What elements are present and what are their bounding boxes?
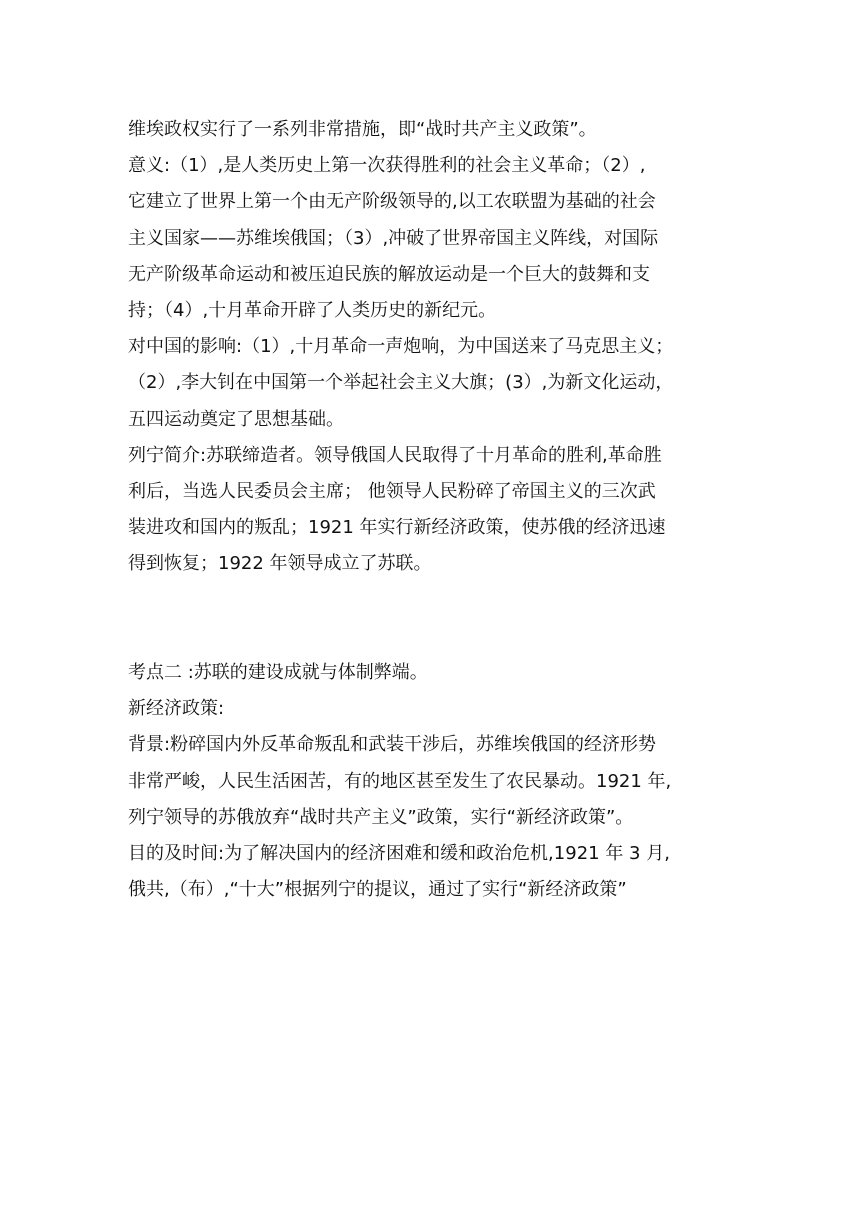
paragraph-war-communism xyxy=(128,112,732,148)
text-line: 装进攻和国内的叛乱；1921 年实行新经济政策，使苏俄的经济迅速 xyxy=(128,517,666,539)
paragraph-lenin-intro xyxy=(128,438,732,583)
text-line: 五四运动奠定了思想基础。 xyxy=(128,408,344,430)
paragraph-background xyxy=(128,727,732,836)
text-line: 目的及时间:为了解决国内的经济困难和缓和政治危机,1921 年 3 月, xyxy=(128,843,670,865)
text-line: 非常严峻，人民生活困苦，有的地区甚至发生了农民暴动。1921 年, xyxy=(128,770,672,792)
text-line: 它建立了世界上第一个由无产阶级领导的,以工农联盟为基础的社会 xyxy=(128,191,656,213)
text-line: 主义国家——苏维埃俄国；（3）,冲破了世界帝国主义阵线，对国际 xyxy=(128,227,659,249)
text-line: （2）,李大钊在中国第一个举起社会主义大旗；(3）,为新文化运动， xyxy=(128,372,674,394)
paragraph-purpose-and-time xyxy=(128,836,732,908)
text-line: 考点二 :苏联的建设成就与体制弊端。 xyxy=(128,662,428,684)
text-line: 列宁简介:苏联缔造者。领导俄国人民取得了十月革命的胜利,革命胜 xyxy=(128,444,662,466)
text-line: 俄共,（布）,“十大”根据列宁的提议，通过了实行“新经济政策” xyxy=(128,879,627,901)
text-line: 对中国的影响:（1）,十月革命一声炮响，为中国送来了马克思主义； xyxy=(128,336,674,358)
text-line: 持；（4）,十月革命开辟了人类历史的新纪元。 xyxy=(128,300,497,322)
text-line: 列宁领导的苏俄放弃“战时共产主义”政策，实行“新经济政策”。 xyxy=(128,806,634,828)
section-spacer xyxy=(128,583,732,655)
paragraph-impact-on-china xyxy=(128,329,732,438)
document-body xyxy=(128,112,732,908)
text-line: 维埃政权实行了一系列非常措施，即“战时共产主义政策”。 xyxy=(128,119,597,140)
text-line: 新经济政策: xyxy=(128,698,225,720)
section-heading xyxy=(128,655,732,691)
paragraph-significance xyxy=(128,148,732,329)
text-line: 意义:（1）,是人类历史上第一次获得胜利的社会主义革命；（2）, xyxy=(128,155,646,177)
text-line: 背景:粉碎国内外反革命叛乱和武装干涉后，苏维埃俄国的经济形势 xyxy=(128,734,657,756)
text-line: 利后，当选人民委员会主席； 他领导人民粉碎了帝国主义的三次武 xyxy=(128,481,656,503)
text-line: 得到恢复；1922 年领导成立了苏联。 xyxy=(128,553,432,575)
subheading-new-economic-policy xyxy=(128,691,732,727)
text-line: 无产阶级革命运动和被压迫民族的解放运动是一个巨大的鼓舞和支 xyxy=(128,263,650,285)
